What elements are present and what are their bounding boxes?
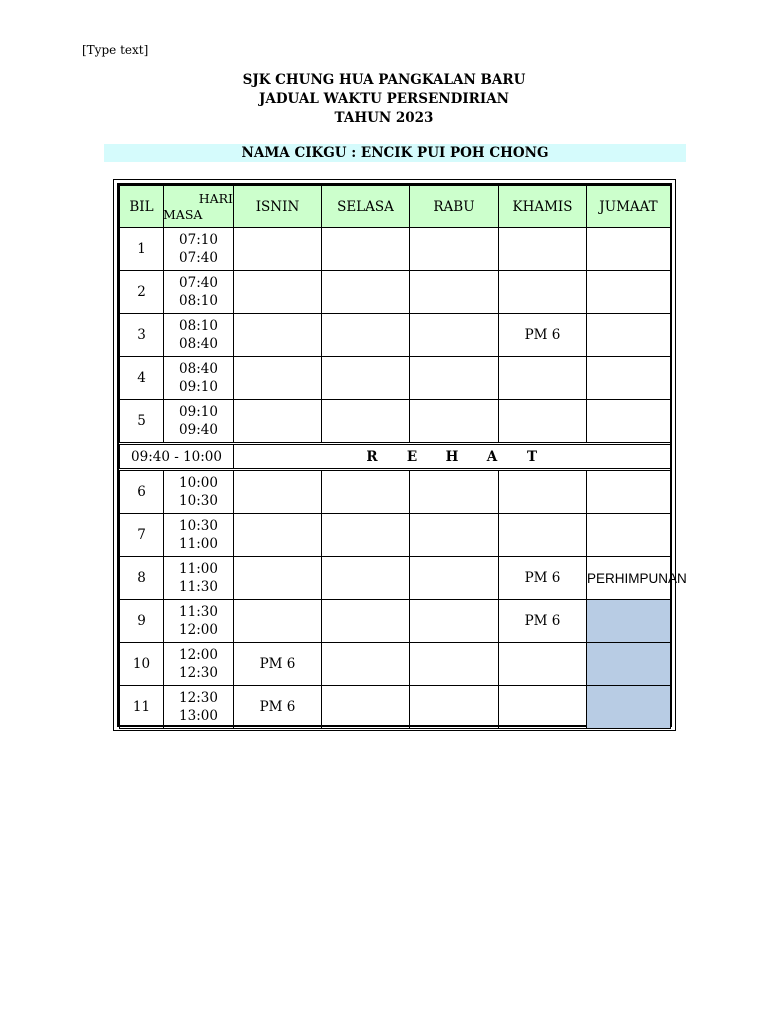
table-row xyxy=(120,357,671,400)
time-start: 11:00 xyxy=(179,561,218,577)
cell-rabu xyxy=(410,643,499,686)
header-day-rabu: RABU xyxy=(410,186,499,228)
time-slot xyxy=(164,271,234,314)
time-end: 13:00 xyxy=(179,708,218,724)
cell-selasa xyxy=(322,228,410,271)
teacher-name-bar: NAMA CIKGU : ENCIK PUI POH CHONG xyxy=(104,144,686,162)
cell-isnin xyxy=(234,228,322,271)
cell-isnin xyxy=(234,271,322,314)
time-start: 07:40 xyxy=(179,275,218,291)
cell-selasa xyxy=(322,600,410,643)
cell-khamis: PM 6 xyxy=(499,314,587,357)
school-name: SJK CHUNG HUA PANGKALAN BARU xyxy=(242,72,526,88)
time-slot xyxy=(164,314,234,357)
cell-khamis: PM 6 xyxy=(499,600,587,643)
row-number: 1 xyxy=(120,228,164,271)
cell-selasa xyxy=(322,400,410,444)
break-letter: A xyxy=(486,448,498,465)
cell-khamis xyxy=(499,686,587,729)
time-end: 08:40 xyxy=(179,336,218,352)
timetable xyxy=(119,185,687,729)
cell-khamis xyxy=(499,357,587,400)
header-placeholder-text: [Type text] xyxy=(82,43,149,57)
row-number: 11 xyxy=(120,686,164,729)
break-row xyxy=(120,444,671,470)
cell-rabu xyxy=(410,271,499,314)
document-year: TAHUN 2023 xyxy=(334,110,434,126)
cell-jumaat xyxy=(587,271,671,314)
time-start: 10:30 xyxy=(179,518,218,534)
cell-rabu xyxy=(410,314,499,357)
row-number: 9 xyxy=(120,600,164,643)
header-hari-masa xyxy=(164,186,234,228)
cell-jumaat xyxy=(587,686,671,729)
time-end: 12:30 xyxy=(179,665,218,681)
cell-isnin xyxy=(234,357,322,400)
cell-isnin: PM 6 xyxy=(234,643,322,686)
cell-khamis xyxy=(499,271,587,314)
time-start: 11:30 xyxy=(179,604,218,620)
cell-isnin xyxy=(234,557,322,600)
row-number: 8 xyxy=(120,557,164,600)
cell-khamis: PM 6 xyxy=(499,557,587,600)
header-day-isnin: ISNIN xyxy=(234,186,322,228)
document-title: JADUAL WAKTU PERSENDIRIAN xyxy=(258,91,510,107)
cell-jumaat xyxy=(587,470,671,514)
break-letter: R xyxy=(366,448,378,465)
header-row xyxy=(120,186,671,228)
header-day-selasa: SELASA xyxy=(322,186,410,228)
table-row xyxy=(120,686,671,729)
row-number: 7 xyxy=(120,514,164,557)
cell-rabu xyxy=(410,600,499,643)
cell-jumaat: PERHIMPUNAN xyxy=(587,557,671,600)
header-hari: HARI xyxy=(198,191,233,206)
time-start: 08:10 xyxy=(179,318,218,334)
cell-selasa xyxy=(322,686,410,729)
time-end: 08:10 xyxy=(179,293,218,309)
cell-isnin xyxy=(234,314,322,357)
cell-isnin xyxy=(234,600,322,643)
header-masa: MASA xyxy=(163,207,203,222)
cell-isnin xyxy=(234,514,322,557)
time-slot xyxy=(164,557,234,600)
cell-khamis xyxy=(499,470,587,514)
break-time: 09:40 - 10:00 xyxy=(120,444,234,470)
cell-jumaat xyxy=(587,228,671,271)
table-row xyxy=(120,271,671,314)
table-row xyxy=(120,400,671,444)
time-slot xyxy=(164,470,234,514)
time-slot xyxy=(164,686,234,729)
break-letter: E xyxy=(406,448,418,465)
cell-rabu xyxy=(410,686,499,729)
time-start: 12:00 xyxy=(179,647,218,663)
row-number: 2 xyxy=(120,271,164,314)
cell-khamis xyxy=(499,643,587,686)
time-end: 09:10 xyxy=(179,379,218,395)
header-bil: BIL xyxy=(120,186,164,228)
time-start: 07:10 xyxy=(179,232,218,248)
cell-khamis xyxy=(499,400,587,444)
time-end: 10:30 xyxy=(179,493,218,509)
row-number: 6 xyxy=(120,470,164,514)
cell-rabu xyxy=(410,400,499,444)
cell-jumaat xyxy=(587,357,671,400)
row-number: 10 xyxy=(120,643,164,686)
time-slot xyxy=(164,514,234,557)
cell-rabu xyxy=(410,357,499,400)
cell-isnin: PM 6 xyxy=(234,686,322,729)
time-end: 09:40 xyxy=(179,422,218,438)
cell-jumaat xyxy=(587,314,671,357)
cell-selasa xyxy=(322,271,410,314)
time-start: 10:00 xyxy=(179,475,218,491)
time-start: 08:40 xyxy=(179,361,218,377)
time-slot xyxy=(164,228,234,271)
break-letter: T xyxy=(526,448,538,465)
header-day-jumaat: JUMAAT xyxy=(587,186,671,228)
cell-rabu xyxy=(410,557,499,600)
time-end: 12:00 xyxy=(179,622,218,638)
time-slot xyxy=(164,400,234,444)
cell-selasa xyxy=(322,514,410,557)
time-slot xyxy=(164,357,234,400)
time-end: 07:40 xyxy=(179,250,218,266)
cell-rabu xyxy=(410,228,499,271)
cell-isnin xyxy=(234,400,322,444)
cell-selasa xyxy=(322,357,410,400)
time-start: 12:30 xyxy=(179,690,218,706)
cell-khamis xyxy=(499,514,587,557)
break-label xyxy=(234,444,671,470)
time-end: 11:00 xyxy=(179,536,218,552)
table-row xyxy=(120,557,671,600)
time-slot xyxy=(164,643,234,686)
cell-jumaat xyxy=(587,643,671,686)
cell-selasa xyxy=(322,643,410,686)
table-row xyxy=(120,470,671,514)
cell-jumaat xyxy=(587,514,671,557)
row-number: 4 xyxy=(120,357,164,400)
cell-rabu xyxy=(410,470,499,514)
table-row xyxy=(120,600,671,643)
time-slot xyxy=(164,600,234,643)
table-row xyxy=(120,314,671,357)
cell-jumaat xyxy=(587,400,671,444)
cell-selasa xyxy=(322,314,410,357)
table-row xyxy=(120,514,671,557)
table-row xyxy=(120,643,671,686)
break-letter: H xyxy=(445,448,459,465)
row-number: 5 xyxy=(120,400,164,444)
time-end: 11:30 xyxy=(179,579,218,595)
cell-selasa xyxy=(322,470,410,514)
cell-khamis xyxy=(499,228,587,271)
time-start: 09:10 xyxy=(179,404,218,420)
cell-rabu xyxy=(410,514,499,557)
header-day-khamis: KHAMIS xyxy=(499,186,587,228)
cell-selasa xyxy=(322,557,410,600)
row-number: 3 xyxy=(120,314,164,357)
timetable-container xyxy=(117,183,687,727)
cell-jumaat xyxy=(587,600,671,643)
cell-isnin xyxy=(234,470,322,514)
table-row xyxy=(120,228,671,271)
